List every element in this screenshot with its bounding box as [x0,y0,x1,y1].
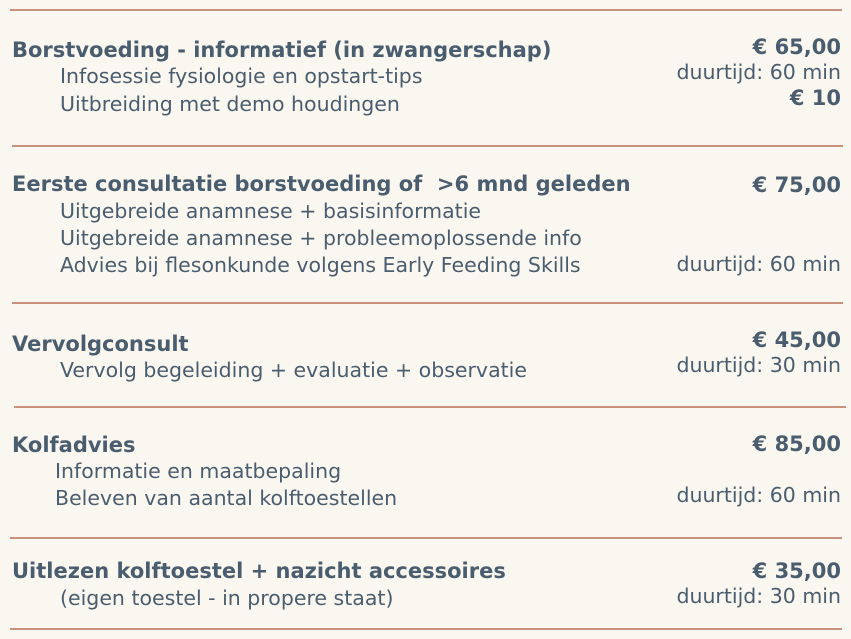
service-price: € 85,00 [752,432,841,456]
service-detail: Infosessie fysiologie en opstart-tips [60,64,423,88]
service-detail: (eigen toestel - in propere staat) [60,586,394,610]
service-duration: duurtijd: 60 min [676,252,841,276]
service-price: € 75,00 [752,173,841,197]
divider [12,302,843,304]
service-title: Eerste consultatie borstvoeding of >6 mnd geleden [12,172,631,196]
service-detail: Beleven van aantal kolftoestellen [55,486,398,510]
divider [14,406,846,408]
service-title: Vervolgconsult [12,332,189,356]
service-title: Uitlezen kolftoestel + nazicht accessoires [12,559,506,583]
service-title: Kolfadvies [12,433,136,457]
service-detail: Uitgebreide anamnese + basisinformatie [60,199,482,223]
divider [10,628,842,630]
service-title: Borstvoeding - informatief (in zwangerschap) [12,38,552,62]
divider [10,537,842,539]
service-extra-price: € 10 [789,86,841,110]
service-detail: Advies bij flesonkunde volgens Early Feeding Skills [60,253,581,277]
service-price: € 65,00 [752,35,841,59]
service-detail: Vervolg begeleiding + evaluatie + observatie [60,358,527,382]
service-duration: duurtijd: 30 min [676,584,841,608]
service-duration: duurtijd: 60 min [676,483,841,507]
service-detail: Uitbreiding met demo houdingen [60,92,400,116]
divider [10,9,842,11]
service-duration: duurtijd: 60 min [676,60,841,84]
service-price: € 35,00 [752,559,841,583]
service-detail: Uitgebreide anamnese + probleemoplossende info [60,226,582,250]
service-price: € 45,00 [752,328,841,352]
divider [12,145,843,147]
service-detail: Informatie en maatbepaling [55,459,342,483]
service-duration: duurtijd: 30 min [676,353,841,377]
